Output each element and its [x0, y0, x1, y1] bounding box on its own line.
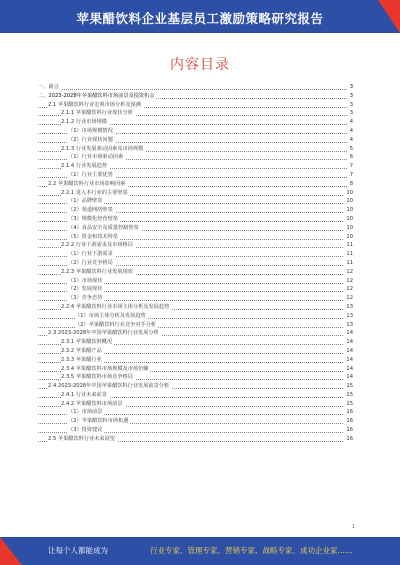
- toc-entry-page: 7: [349, 171, 353, 178]
- toc-entry[interactable]: [38, 417, 353, 426]
- toc-entry-page: 13: [346, 312, 353, 319]
- toc-entry-page: 12: [346, 286, 353, 293]
- toc-entry[interactable]: [38, 224, 353, 233]
- toc-entry[interactable]: [38, 435, 353, 444]
- toc-entry[interactable]: [38, 189, 353, 198]
- header-corner-accent: [378, 0, 400, 33]
- toc-entry-page: 3: [349, 110, 353, 117]
- toc-entry-page: 3: [349, 101, 353, 108]
- toc-heading: 内容目录: [170, 57, 230, 73]
- toc-entry[interactable]: [38, 285, 353, 294]
- toc-entry-label: （1）行业主要优势: [68, 171, 113, 178]
- toc-entry[interactable]: [38, 241, 353, 250]
- toc-entry-label: 2.3.5 苹果醋饮料市场竞争格局: [61, 374, 133, 381]
- toc-entry-label: （4）食品安全及质量控制壁垒: [68, 224, 139, 231]
- toc-entry-label: （3）竞争态势: [68, 295, 103, 302]
- toc-entry-page: 10: [346, 224, 353, 231]
- header-bar: [0, 0, 400, 33]
- toc-entry[interactable]: [38, 382, 353, 391]
- toc-entry-page: 16: [346, 435, 353, 442]
- footer-expert-list: 行业专家、管理专家、营销专家、战略专家、成功企业家……: [150, 546, 353, 555]
- toc-entry-page: 11: [346, 242, 353, 249]
- toc-entry-label: （1）市场现状: [68, 277, 103, 284]
- toc-entry[interactable]: [38, 312, 353, 321]
- toc-entry[interactable]: [38, 153, 353, 162]
- toc-entry-page: 14: [346, 347, 353, 354]
- toc-entry[interactable]: [38, 294, 353, 303]
- toc-entry[interactable]: [38, 206, 353, 215]
- toc-entry-label: 2.2 苹果醋饮料行业市场影响因素: [48, 180, 126, 187]
- table-of-contents: [38, 83, 353, 444]
- toc-entry-page: 16: [346, 409, 353, 416]
- toc-entry-page: 3: [349, 92, 353, 99]
- toc-entry-page: 10: [346, 189, 353, 196]
- toc-entry-page: 7: [349, 163, 353, 170]
- toc-entry-page: 10: [346, 207, 353, 214]
- footer-slogan: 让每个人都能成为: [48, 546, 108, 555]
- toc-entry-page: 3: [349, 84, 353, 90]
- toc-entry-page: 15: [346, 400, 353, 407]
- toc-entry[interactable]: [38, 347, 353, 356]
- toc-entry-label: 2.3.2 苹果醋产品: [61, 347, 102, 354]
- toc-entry[interactable]: [38, 83, 353, 92]
- toc-entry[interactable]: [38, 162, 353, 171]
- toc-entry-label: 2.1.1 苹果醋饮料行业现状分析: [61, 110, 133, 117]
- toc-entry[interactable]: [38, 268, 353, 277]
- toc-entry[interactable]: [38, 92, 353, 101]
- toc-entry-page: 4: [349, 127, 353, 134]
- toc-entry-label: （1）市场前景: [68, 409, 103, 416]
- toc-entry-label: （1）行业市场驱动因素: [68, 154, 124, 161]
- toc-entry[interactable]: [38, 321, 353, 330]
- toc-entry-page: 11: [346, 251, 353, 258]
- toc-entry-label: 2.1 苹果醋饮料行业宏观市场分析及预测: [48, 101, 141, 108]
- toc-entry[interactable]: [38, 215, 353, 224]
- toc-entry-label: 2.3 2023-2028年中国苹果醋饮料行业发展分析: [48, 330, 159, 337]
- toc-entry[interactable]: [38, 338, 353, 347]
- toc-entry[interactable]: [38, 391, 353, 400]
- toc-entry[interactable]: [38, 259, 353, 268]
- toc-entry-label: 2.4.2 苹果醋饮料市场前景: [61, 400, 123, 407]
- toc-entry-label: 2.5 苹果醋饮料行业未来展望: [48, 435, 115, 442]
- toc-entry[interactable]: [38, 145, 353, 154]
- toc-entry-label: （2）发展现状: [68, 286, 103, 293]
- toc-entry-page: 10: [346, 198, 353, 205]
- toc-entry-label: 2.2.3 苹果醋饮料行业发展现状: [61, 268, 133, 275]
- toc-entry-label: （5）资金和技术壁垒: [68, 233, 118, 240]
- toc-entry-label: （2）苹果醋饮料市场机遇: [68, 418, 129, 425]
- toc-entry-label: （2）行业竞争格局: [68, 259, 113, 266]
- toc-entry[interactable]: [38, 426, 353, 435]
- toc-entry-page: 16: [346, 427, 353, 434]
- report-title: 苹果醋饮料企业基层员工激励策略研究报告: [76, 11, 324, 26]
- toc-entry-label: （3）投资建议: [68, 427, 103, 434]
- toc-entry[interactable]: [38, 101, 353, 110]
- toc-entry-label: 2.1.2 行业市场规模: [61, 119, 107, 126]
- toc-entry-label: 2.3.3 苹果醋行业: [61, 356, 102, 363]
- toc-entry[interactable]: [38, 197, 353, 206]
- toc-entry-label: 2.2.1 进入本行业的主要壁垒: [61, 189, 128, 196]
- toc-entry-page: 6: [349, 154, 353, 161]
- toc-entry-label: 2.3.4 苹果醋饮料市场规模及市场份额: [61, 365, 149, 372]
- toc-entry[interactable]: [38, 400, 353, 409]
- toc-entry-page: 15: [346, 383, 353, 390]
- toc-entry-label: （1）品牌壁垒: [68, 198, 103, 205]
- toc-entry-label: （2）苹果醋饮料行业竞争对手分析: [75, 321, 157, 328]
- toc-entry[interactable]: [38, 356, 353, 365]
- toc-entry[interactable]: [38, 233, 353, 242]
- toc-entry[interactable]: [38, 408, 353, 417]
- toc-entry-label: 2.1.3 行业发展驱动因素及市场规模: [61, 145, 144, 152]
- toc-entry-page: 12: [346, 268, 353, 275]
- toc-entry-label: （2）行业现状问题: [68, 136, 113, 143]
- toc-leader-dots: [38, 89, 353, 90]
- toc-entry[interactable]: [38, 303, 353, 312]
- toc-entry-page: 14: [346, 356, 353, 363]
- toc-entry[interactable]: [38, 118, 353, 127]
- toc-entry[interactable]: [38, 180, 353, 189]
- toc-entry[interactable]: [38, 250, 353, 259]
- toc-entry-page: 10: [346, 215, 353, 222]
- toc-entry[interactable]: [38, 109, 353, 118]
- toc-entry-page: 16: [346, 418, 353, 425]
- toc-entry[interactable]: [38, 127, 353, 136]
- toc-entry-label: 2.2.2 行业下游需求及市场格局: [61, 242, 133, 249]
- footer-bar: [0, 537, 400, 565]
- toc-entry-label: （2）渠道网络壁垒: [68, 207, 113, 214]
- toc-entry-page: 8: [349, 180, 353, 187]
- toc-entry[interactable]: [38, 171, 353, 180]
- footer-corner-accent: [0, 537, 22, 565]
- toc-entry-label: 2.2.4 苹果醋饮料行业市场主体分析及发展趋势: [61, 303, 170, 310]
- toc-entry-page: 12: [346, 277, 353, 284]
- toc-entry-label: （1）市场主体分析及发展趋势: [75, 312, 146, 319]
- toc-entry-label: 一、前言: [38, 84, 59, 90]
- toc-entry[interactable]: [38, 373, 353, 382]
- toc-entry[interactable]: [38, 277, 353, 286]
- toc-entry-page: 11: [346, 259, 353, 266]
- toc-entry-label: 2.1.4 行业发展趋势: [61, 163, 107, 170]
- toc-entry-label: 二、2023-2028年苹果醋饮料市场前景及投资机会: [38, 92, 155, 99]
- toc-entry[interactable]: [38, 136, 353, 145]
- toc-entry-page: 13: [346, 303, 353, 310]
- toc-entry-label: 2.3.1 苹果醋饮料概况: [61, 339, 113, 346]
- toc-entry-page: 15: [346, 391, 353, 398]
- toc-entry-page: 14: [346, 339, 353, 346]
- toc-entry-page: 14: [346, 374, 353, 381]
- toc-entry[interactable]: [38, 365, 353, 374]
- toc-entry-page: 14: [346, 330, 353, 337]
- toc-entry-label: （1）行业下游需求: [68, 251, 113, 258]
- toc-entry-page: 13: [346, 321, 353, 328]
- toc-entry-page: 5: [349, 145, 353, 152]
- toc-entry-label: 2.4.1 行业未来前景: [61, 391, 107, 398]
- toc-entry-page: 10: [346, 233, 353, 240]
- toc-entry-page: 14: [346, 365, 353, 372]
- toc-entry[interactable]: [38, 329, 353, 338]
- toc-entry-label: 2.4 2023-2028年中国苹果醋饮料行业发展前景分析: [48, 383, 170, 390]
- page-number: 1: [351, 524, 355, 530]
- toc-entry-page: 12: [346, 295, 353, 302]
- toc-entry-page: 4: [349, 136, 353, 143]
- toc-entry-label: （1）市场规模情况: [68, 127, 113, 134]
- toc-entry-page: 4: [349, 119, 353, 126]
- toc-entry-label: （3）规模化经营壁垒: [68, 215, 118, 222]
